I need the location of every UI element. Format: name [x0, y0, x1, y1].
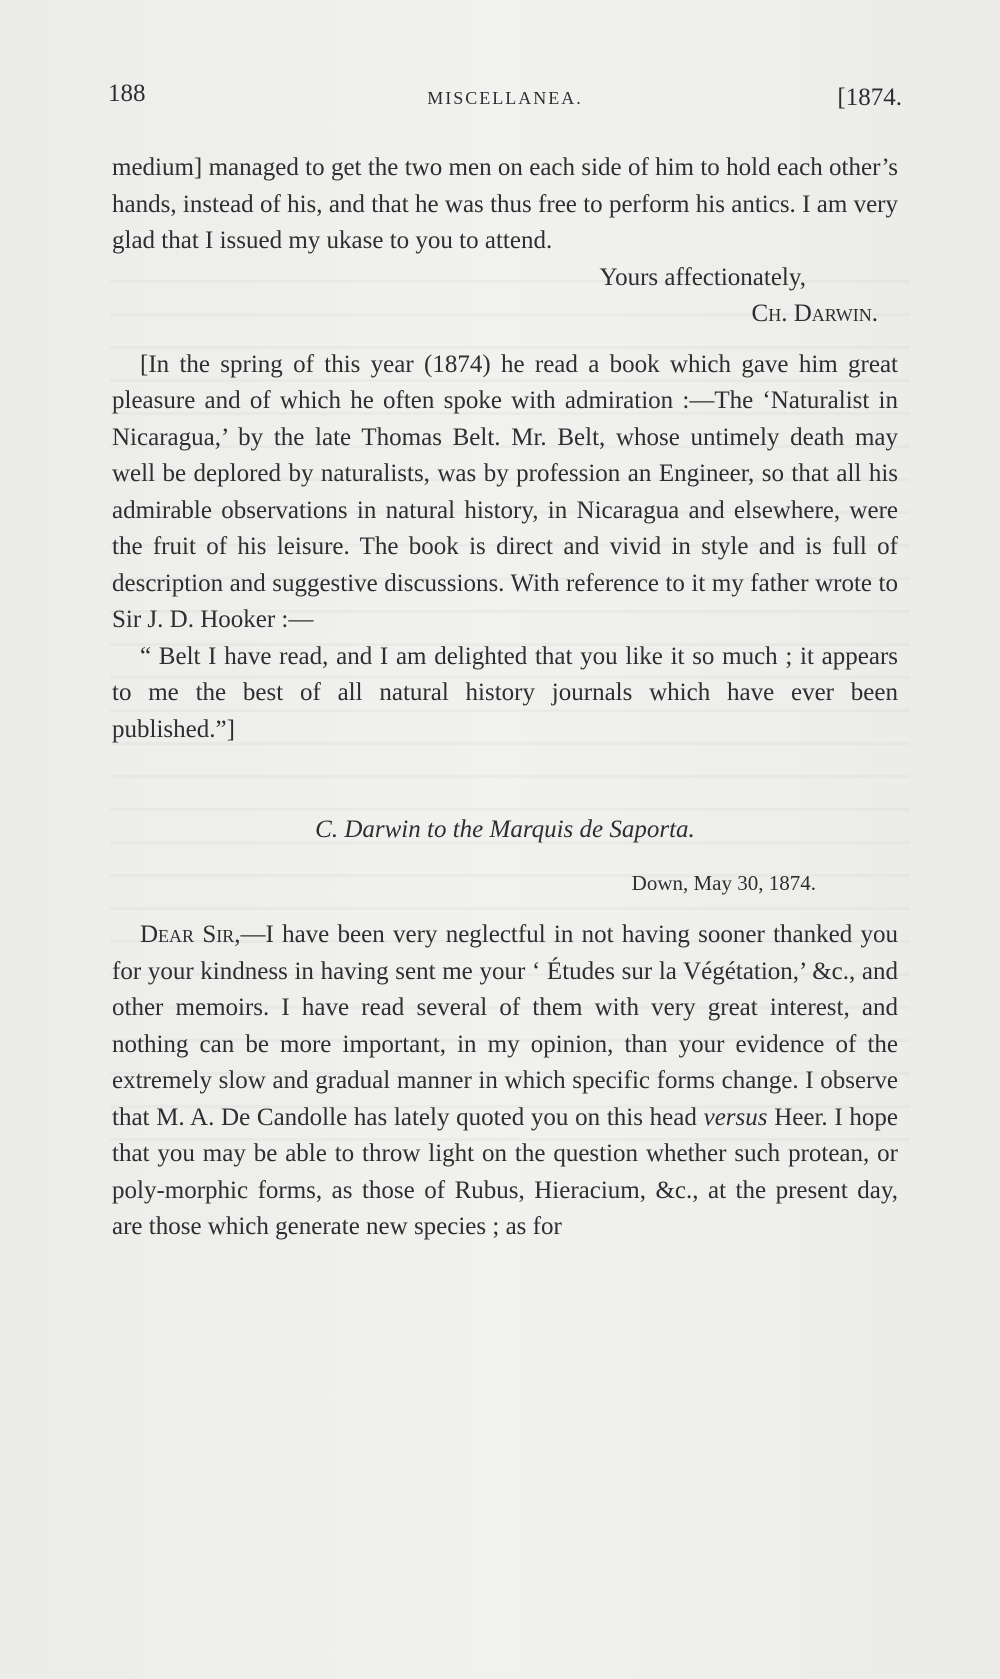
letter-italic-word: versus: [703, 1103, 768, 1131]
letter-text-part-1: —I have been very neglectful in not having sooner thanked you for your kindness in having sent me your ‘ Études sur la Végétation,’ &c., and other memoirs. I have read several of them with very great interest, and nothing can be more important, in my opinion, than your evidence of the extremely slow and gradual manner in which specific forms change. I observe that M. A. De Candolle has lately quoted you on this head: [112, 921, 898, 1131]
quoted-letter-text: “ Belt I have read, and I am delighted that you like it so much ; it appears to me the best of all natural history journals which have ever been published.”]: [112, 642, 898, 743]
page-header: [108, 80, 902, 120]
letter-salutation: Dear Sir,: [140, 921, 241, 948]
page-body: [112, 150, 898, 1246]
paragraph-continuation: medium] managed to get the two men on each side of him to hold each other’s hands, instead of his, and that he was thus free to perform his antics. I am very glad that I issued my ukase to you to attend.: [112, 154, 898, 254]
letter-body: [112, 917, 898, 1246]
letter-dateline: Down, May 30, 1874.: [631, 870, 816, 895]
letter-signature: Ch. Darwin.: [751, 300, 878, 327]
spacer: [112, 849, 898, 865]
spacer: [112, 901, 898, 917]
editorial-paragraph: [In the spring of this year (1874) he read a book which gave him great pleasure and of which he often spoke with admiration :—The ‘Naturalist in Nicaragua,’ by the late Thomas Belt. Mr. Belt, whose untimely death may well be deplored by naturalists, was by profession an Engineer, so that all his admirable observations in natural history, in Nicaragua and elsewhere, were the fruit of his leisure. The book is direct and vivid in style and is full of description and suggestive discussions. With reference to it my father wrote to Sir J. D. Hooker :—: [112, 350, 898, 633]
page-number: 188: [108, 80, 146, 107]
spacer: [112, 333, 898, 347]
year-mark: [1874.: [837, 84, 902, 111]
spacer: [112, 748, 898, 812]
letter-text-part-2: Heer. I hope that you may be able to throw light on the question whether such protean, or poly-morphic forms, as those of Rubus, Hieracium, &c., at the present day, are those which generate new species ; as for: [112, 1103, 898, 1240]
letter-heading: C. Darwin to the Marquis de Saporta.: [315, 816, 695, 843]
letter-closing: Yours affectionately,: [599, 263, 806, 291]
running-head: MISCELLANEA.: [427, 88, 583, 108]
